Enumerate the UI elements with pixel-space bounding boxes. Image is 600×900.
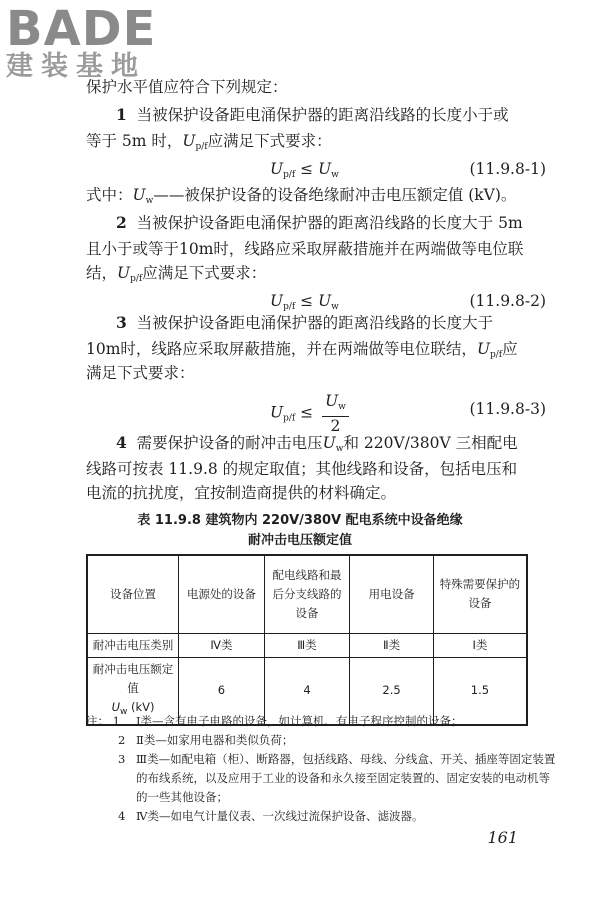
- where-line: [86, 184, 556, 212]
- page-number: 161: [487, 828, 518, 847]
- note-text: Ⅳ类—如电气计量仪表、一次线过流保护设备、滤波器。: [136, 809, 424, 823]
- symbol-U: U: [270, 403, 284, 422]
- table-notes: [86, 712, 556, 826]
- note-text: Ⅱ类—如家用电器和类似负荷；: [136, 733, 294, 747]
- table-header-row: [87, 555, 527, 633]
- formula-2: [86, 290, 546, 314]
- item3-number: 3: [116, 313, 127, 332]
- symbol-U: U: [322, 434, 336, 452]
- symbol-U: U: [270, 292, 284, 310]
- sub-w: w: [331, 170, 339, 180]
- symbol-U: U: [476, 340, 491, 358]
- item4-number: 4: [116, 433, 127, 452]
- leq-sign: ≤: [300, 292, 314, 310]
- rating-cell: 6: [179, 657, 265, 725]
- formula1-expression: [270, 158, 339, 186]
- sub-w: w: [335, 444, 344, 454]
- leq-sign: ≤: [300, 403, 314, 422]
- sub-pf: p/f: [130, 274, 143, 284]
- item1-line2: [86, 130, 556, 158]
- item2-text1: 当被保护设备距电涌保护器的距离沿线路的长度大于 5m: [136, 214, 523, 232]
- note-text: Ⅰ类—含有电子电路的设备，如计算机、有电子程序控制的设备；: [136, 714, 463, 728]
- formula3-expression: [270, 392, 349, 435]
- fraction-denominator: 2: [330, 417, 341, 435]
- item1-text1: 当被保护设备距电涌保护器的距离沿线路的长度小于或: [136, 106, 509, 124]
- category-cell: Ⅲ类: [264, 633, 350, 657]
- header-load-equipment: 用电设备: [350, 555, 434, 633]
- note-number: 4: [118, 809, 126, 823]
- sub-w: w: [145, 196, 154, 206]
- formula-3: [86, 392, 546, 435]
- note-item: [86, 731, 556, 750]
- item1-number: 1: [116, 105, 127, 124]
- item2-number: 2: [116, 213, 127, 232]
- symbol-U: U: [270, 160, 284, 178]
- symbol-U: U: [132, 186, 146, 204]
- item2-text2: 且小于或等于10m时，线路应采取屏蔽措施并在两端做等电位联: [86, 240, 524, 258]
- item4-text3: 电流的抗扰度，宜按制造商提供的材料确定。: [86, 484, 397, 502]
- header-source-equipment: 电源处的设备: [179, 555, 265, 633]
- item4-text1b: 和 220V/380V 三相配电: [343, 434, 518, 452]
- item2-line2: [86, 238, 556, 260]
- sub-pf: p/f: [195, 142, 208, 152]
- formula2-number: (11.9.8-2): [469, 292, 546, 310]
- note-item: [86, 807, 556, 826]
- formula1-number: (11.9.8-1): [469, 160, 546, 178]
- fraction: [322, 392, 349, 435]
- header-location: 设备位置: [87, 555, 179, 633]
- item4-text1a: 需要保护设备的耐冲击电压: [136, 434, 323, 452]
- table-title-line2: 耐冲击电压额定值: [247, 533, 352, 548]
- note-label: [86, 712, 120, 731]
- note-number: 1: [112, 714, 120, 728]
- symbol-U: U: [117, 264, 131, 282]
- item2-text3a: 结，: [86, 264, 118, 282]
- note-item: [86, 750, 556, 807]
- item2-text3b: 应满足下式要求：: [142, 264, 267, 282]
- note-item: [86, 712, 556, 731]
- sub-pf: p/f: [283, 302, 296, 312]
- item2-line3: [86, 262, 556, 290]
- sub-w: w: [331, 302, 339, 312]
- item3-text2a: 10m时，线路应采取屏蔽措施，并在两端做等电位联结，: [86, 340, 477, 358]
- symbol-U: U: [318, 160, 332, 178]
- formula-1: [86, 158, 546, 182]
- note-text: Ⅲ类—如配电箱（柜）、断路器，包括线路、母线、分线盒、开关、插座等固定装置的布线系统，以及应用于工业的设备和永久接至固定装置的、固定安装的电动机等的一些其他设备；: [136, 752, 556, 804]
- logo-brand: BADE: [6, 1, 157, 57]
- note-number: 2: [118, 733, 126, 747]
- rating-label-unit: (kV): [131, 699, 155, 714]
- watermark-logo: [6, 1, 176, 82]
- where-prefix: 式中：: [86, 186, 133, 204]
- item2-line1: [116, 212, 586, 234]
- item4-line3: [86, 482, 556, 504]
- logo-subtitle: 建装基地: [6, 51, 146, 82]
- item3-line1: [116, 312, 586, 334]
- category-cell: Ⅱ类: [350, 633, 434, 657]
- sub-w: w: [338, 402, 346, 412]
- intro-text: 保护水平值应符合下列规定：: [86, 78, 288, 96]
- table-category-row: [87, 633, 527, 657]
- item3-text3: 满足下式要求：: [86, 364, 195, 382]
- item4-text2: 线路可按表 11.9.8 的规定取值；其他线路和设备，包括电压和: [86, 460, 518, 478]
- item4-line2: [86, 458, 556, 480]
- notes-label: 注：: [86, 714, 109, 728]
- rating-cell: 1.5: [433, 657, 527, 725]
- symbol-U: U: [182, 132, 196, 150]
- symbol-U: U: [111, 699, 120, 714]
- sub-pf: p/f: [283, 170, 296, 180]
- insulation-table: [86, 554, 528, 726]
- rating-label-text: 耐冲击电压额定值: [92, 661, 174, 695]
- header-special-equipment: 特殊需要保护的设备: [433, 555, 527, 633]
- intro-line: [86, 76, 556, 98]
- rating-cell: 4: [264, 657, 350, 725]
- note-number: 3: [118, 752, 126, 766]
- formula3-number: (11.9.8-3): [469, 400, 546, 418]
- symbol-U: U: [325, 392, 339, 410]
- table-title-line1: 表 11.9.8 建筑物内 220V/380V 配电系统中设备绝缘: [137, 513, 463, 528]
- category-label: 耐冲击电压类别: [87, 633, 179, 657]
- sub-pf: p/f: [490, 350, 503, 360]
- header-distribution-equipment: 配电线路和最后分支线路的设备: [264, 555, 350, 633]
- fraction-numerator: [322, 392, 349, 417]
- item1-line1: [116, 104, 586, 126]
- sub-w: w: [120, 706, 128, 717]
- item1-text2a: 等于 5m 时，: [86, 132, 183, 150]
- symbol-U: U: [318, 292, 332, 310]
- item3-line3: [86, 362, 556, 384]
- rating-cell: 2.5: [350, 657, 434, 725]
- category-cell: Ⅳ类: [179, 633, 265, 657]
- where-text: ——被保护设备的设备绝缘耐冲击电压额定值 (kV)。: [153, 186, 517, 204]
- item3-text2b: 应: [502, 340, 518, 358]
- sub-pf: p/f: [283, 413, 296, 424]
- item1-text2b: 应满足下式要求：: [207, 132, 332, 150]
- leq-sign: ≤: [300, 160, 314, 178]
- item3-text1: 当被保护设备距电涌保护器的距离沿线路的长度大于: [136, 314, 494, 332]
- category-cell: Ⅰ类: [433, 633, 527, 657]
- item4-line1: [116, 432, 586, 460]
